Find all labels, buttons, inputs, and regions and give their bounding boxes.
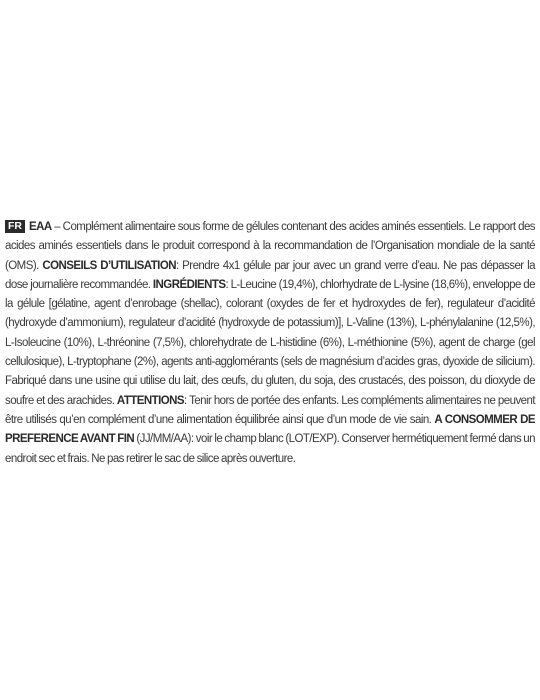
attention-heading: ATTENTIONS: [116, 394, 185, 407]
ingredients-text: : L-Leucine (19,4%), chlorhydrate de L-lysine (18,6%), enveloppe de la gélule [gélatine, agent d’enrobage (shellac), colorant (oxydes de fer et hydroxydes de fer), regulateur d’acidité (hydroxyde d’ammonium), regulateur d’acidité (hydroxyde de potassium)], L-Valine (13%), L-phénylalanine (12,5%), L-Isoleucine (10%), L-thréonine (7,5%), chlorehydrate de L-histidine (6%), L-méthionine (5%), agent de charge (gel cellulosique), L-tryptophane (2%), agents anti-agglomérants (sels de magnésium d’acides gras, dyoxide de silicium). Fabriqué dans une usine qui utilise du lait, des œufs, du gluten, du soja, des crustacés, des poisson, du dioxyde de soufre et des arachides.: [5, 278, 535, 407]
intro-text: – Complément alimentaire sous forme de gélules contenant des acides aminés essentiels. Le rapport des acides aminés essentiels dans le produit correspond à la recommandation de l’Organisation mondiale de la santé (OMS).: [5, 221, 535, 272]
attention-text: : Tenir hors de portée des enfants. Les compléments alimentaires ne peuvent être utilisés qu’en complément d’une alimentation équilibrée ainsi que d’un mode de vie sain.: [5, 394, 535, 426]
product-name: EAA: [29, 221, 52, 233]
usage-text: : Prendre 4x1 gélule par jour avec un grand verre d’eau. Ne pas dépasser la dose journalière recommandée.: [5, 259, 535, 291]
usage-heading: CONSEILS D’UTILISATION: [42, 259, 176, 272]
ingredients-heading: INGRÉDIENTS: [152, 278, 226, 291]
best-before-text: (JJ/MM/AA): voir le champ blanc (LOT/EXP). Conserver hermétiquement fermé dans un endroit sec et frais. Ne pas retirer le sac de silice après ouverture.: [5, 433, 535, 465]
best-before-heading: A CONSOMMER DE PREFERENCE AVANT FIN: [5, 413, 535, 446]
language-badge: FR: [5, 220, 25, 233]
label-text-block: [5, 218, 535, 469]
